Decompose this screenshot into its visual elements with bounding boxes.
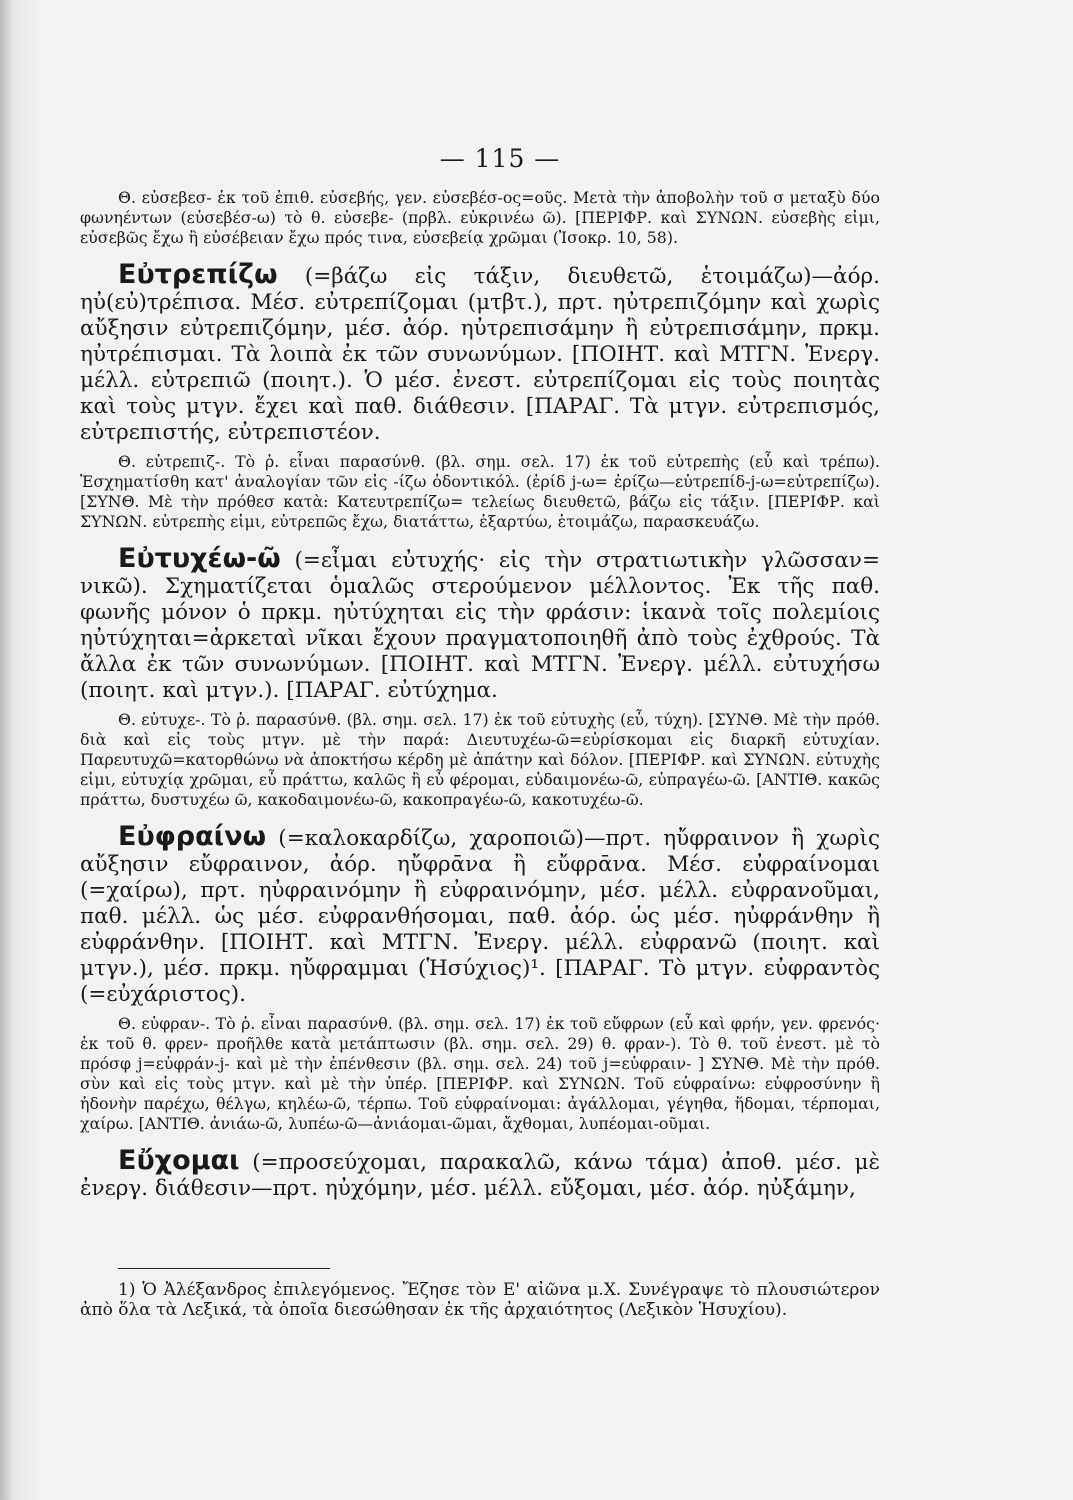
entry-main-text: [80, 1145, 880, 1202]
entry-headword: Εὐφραίνω: [118, 821, 267, 852]
entry-sub-text: Θ. εὐφραν-. Τὸ ῥ. εἶναι παρασύνθ. (βλ. σημ. σελ. 17) ἐκ τοῦ εὔφρων (εὖ καὶ φρήν, γεν. φρενός· ἐκ τοῦ θ. φρεν- προῆλθε κατὰ μετάπτωσιν (βλ. σημ. σελ. 29) θ. φραν-). Τὸ θ. τοῦ ἐνεστ. μὲ τὸ πρόσφ j=εὐφράν-j- καὶ μὲ τὴν ἐπένθεσιν (βλ. σημ. σελ. 24) τοῦ j=εὐφραιν- ] ΣΥΝΘ. Μὲ τὴν πρόθ. σὺν καὶ εἰς τοὺς μτγν. καὶ μὲ τὴν ὑπέρ. [ΠΕΡΙΦΡ. καὶ ΣΥΝΩΝ. Τοῦ εὐφραίνω: εὐφροσύνην ἢ ἡδονὴν παρέχω, θέλγω, κηλέω-ῶ, τέρπω. Τοῦ εὐφραίνομαι: ἀγάλλομαι, γέγηθα, ἥδομαι, τέρπομαι, χαίρω. [ΑΝΤΙΘ. ἀνιάω-ῶ, λυπέω-ῶ—ἀνιάομαι-ῶμαι, ἄχθομαι, λυπέομαι-οῦμαι.: [80, 1014, 880, 1133]
footnote: 1) Ὁ Ἀλέξανδρος ἐπιλεγόμενος. Ἔζησε τὸν Ε' αἰῶνα μ.Χ. Συνέγραψε τὸ πλουσιώτερον ἀπὸ ὅλα τὰ Λεξικά, τὰ ὁποῖα διεσώθησαν ἐκ τῆς ἀρχαιότητος (Λεξικὸν Ἡσυχίου).: [80, 1280, 880, 1320]
entry-main-text: [80, 543, 880, 704]
entry-eutycheo: [80, 543, 880, 810]
entry-body: (=προσεύχομαι, παρακαλῶ, κάνω τάμα) ἀποθ. μέσ. μὲ ἐνεργ. διάθεσιν—πρτ. ηὐχόμην, μέσ. μέλλ. εὔξομαι, μέσ. ἀόρ. ηὐξάμην,: [80, 1150, 880, 1201]
entry-sub-text: Θ. εὐσεβεσ- ἐκ τοῦ ἐπιθ. εὐσεβής, γεν. εὐσεβέσ-ος=οῦς. Μετὰ τὴν ἀποβολὴν τοῦ σ μεταξὺ δύο φωνηέντων (εὐσεβέσ-ω) τὸ θ. εὐσεβε- (πρβλ. εὐκρινέω ῶ). [ΠΕΡΙΦΡ. καὶ ΣΥΝΩΝ. εὐσεβὴς εἰμι, εὐσεβῶς ἔχω ἢ εὐσέβειαν ἔχω πρός τινα, εὐσεβείᾳ χρῶμαι (Ἰσοκρ. 10, 58).: [80, 188, 880, 247]
entry-main-text: [80, 821, 880, 1008]
entry-body: (=εἶμαι εὐτυχής· εἰς τὴν στρατιωτικὴν γλῶσσαν= νικῶ). Σχηματίζεται ὁμαλῶς στερούμενον μέλλοντος. Ἐκ τῆς παθ. φωνῆς μόνον ὁ πρκμ. ηὐτύχηται εἰς τὴν φράσιν: ἱκανὰ τοῖς πολεμίοις ηὐτύχηται=ἀρκεταὶ νῖκαι ἔχουν πραγματοποιηθῆ ἀπὸ τοὺς ἐχθρούς. Τὰ ἄλλα ἐκ τῶν συνωνύμων. [ΠΟΙΗΤ. καὶ ΜΤΓΝ. Ἐνεργ. μέλλ. εὐτυχήσω (ποιητ. καὶ μτγν.). [ΠΑΡΑΓ. εὐτύχημα.: [80, 548, 880, 703]
entry-main-text: [80, 259, 880, 446]
page-number: — 115 —: [439, 144, 561, 173]
entry-body: (=καλοκαρδίζω, χαροποιῶ)—πρτ. ηὔφραινον ἢ χωρὶς αὔξησιν εὔφραινον, ἀόρ. ηὔφρᾱνα ἢ εὔφρᾱνα. Μέσ. εὐφραίνομαι (=χαίρω), πρτ. ηὐφραινόμην ἢ εὐφραινόμην, μέσ. μέλλ. εὐφρανοῦμαι, παθ. μέλλ. ὡς μέσ. εὐφρανθήσομαι, παθ. ἀόρ. ὡς μέσ. ηὐφράνθην ἢ εὐφράνθην. [ΠΟΙΗΤ. καὶ ΜΤΓΝ. Ἐνεργ. μέλλ. εὐφρανῶ (ποιητ. καὶ μτγν.), μέσ. πρκμ. ηὔφραμμαι (Ἡσύχιος)¹. [ΠΑΡΑΓ. Τὸ μτγν. εὐφραντὸς (=εὐχάριστος).: [80, 826, 880, 1007]
entry-body: (=βάζω εἰς τάξιν, διευθετῶ, ἑτοιμάζω)—ἀόρ. ηὐ(εὐ)τρέπισα. Μέσ. εὐτρεπίζομαι (μτβτ.), πρτ. ηὐτρεπιζόμην καὶ χωρὶς αὔξησιν εὐτρεπιζόμην, μέσ. ἀόρ. ηὐτρεπισάμην ἢ εὐτρεπισάμην, πρκμ. ηὐτρέπισμαι. Τὰ λοιπὰ ἐκ τῶν συνωνύμων. [ΠΟΙΗΤ. καὶ ΜΤΓΝ. Ἐνεργ. μέλλ. εὐτρεπιῶ (ποιητ.). Ὁ μέσ. ἐνεστ. εὐτρεπίζομαι εἰς τοὺς ποιητὰς καὶ τοὺς μτγν. ἔχει καὶ παθ. διάθεσιν. [ΠΑΡΑΓ. Τὰ μτγν. εὐτρεπισμός, εὐτρεπιστής, εὐτρεπιστέον.: [80, 264, 880, 445]
entry-eutrepizo: [80, 259, 880, 532]
page-body: [80, 182, 880, 1216]
entry-headword: Εὐτρεπίζω: [118, 259, 278, 290]
entry-sub-text: Θ. εὐτρεπιζ-. Τὸ ῥ. εἶναι παρασύνθ. (βλ. σημ. σελ. 17) ἐκ τοῦ εὐτρεπὴς (εὖ καὶ τρέπω). Ἐσχηματίσθη κατ' ἀναλογίαν τῶν εἰς -ίζω ὀδοντικόλ. (ἐρίδ j-ω= ἐρίζω—εὐτρεπίδ-j-ω=εὐτρεπίζω). [ΣΥΝΘ. Μὲ τὴν πρόθεσ κατὰ: Κατευτρεπίζω= τελείως διευθετῶ, βάζω εἰς τάξιν. [ΠΕΡΙΦΡ. καὶ ΣΥΝΩΝ. εὐτρεπὴς εἰμι, εὐτρεπῶς ἔχω, διατάττω, ἐξαρτύω, ἑτοιμάζω, παρασκευάζω.: [80, 452, 880, 531]
entry-euphraino: [80, 821, 880, 1134]
entry-eusebeo-theme: [80, 188, 880, 248]
entry-headword: Εὐτυχέω-ῶ: [118, 543, 281, 574]
entry-headword: Εὔχομαι: [118, 1145, 240, 1176]
footnote-divider: [118, 1268, 330, 1269]
entry-sub-text: Θ. εὐτυχε-. Τὸ ῥ. παρασύνθ. (βλ. σημ. σελ. 17) ἐκ τοῦ εὐτυχὴς (εὖ, τύχη). [ΣΥΝΘ. Μὲ τὴν πρόθ. διὰ καὶ εἰς τοὺς μτγν. μὲ τὴν παρά: Διευτυχέω-ῶ=εὑρίσκομαι εἰς διαρκῆ εὐτυχίαν. Παρευτυχῶ=κατορθώνω νὰ ἀποκτήσω κέρδη μὲ ἀπάτην καὶ δόλον. [ΠΕΡΙΦΡ. καὶ ΣΥΝΩΝ. εὐτυχὴς εἰμι, εὐτυχίᾳ χρῶμαι, εὖ πράττω, καλῶς ἢ εὖ φέρομαι, εὐδαιμονέω-ῶ, εὐπραγέω-ῶ. [ΑΝΤΙΘ. κακῶς πράττω, δυστυχέω ῶ, κακοδαιμονέω-ῶ, κακοπραγέω-ῶ, κακοτυχέω-ῶ.: [80, 710, 880, 809]
entry-euchomai: [80, 1145, 880, 1202]
